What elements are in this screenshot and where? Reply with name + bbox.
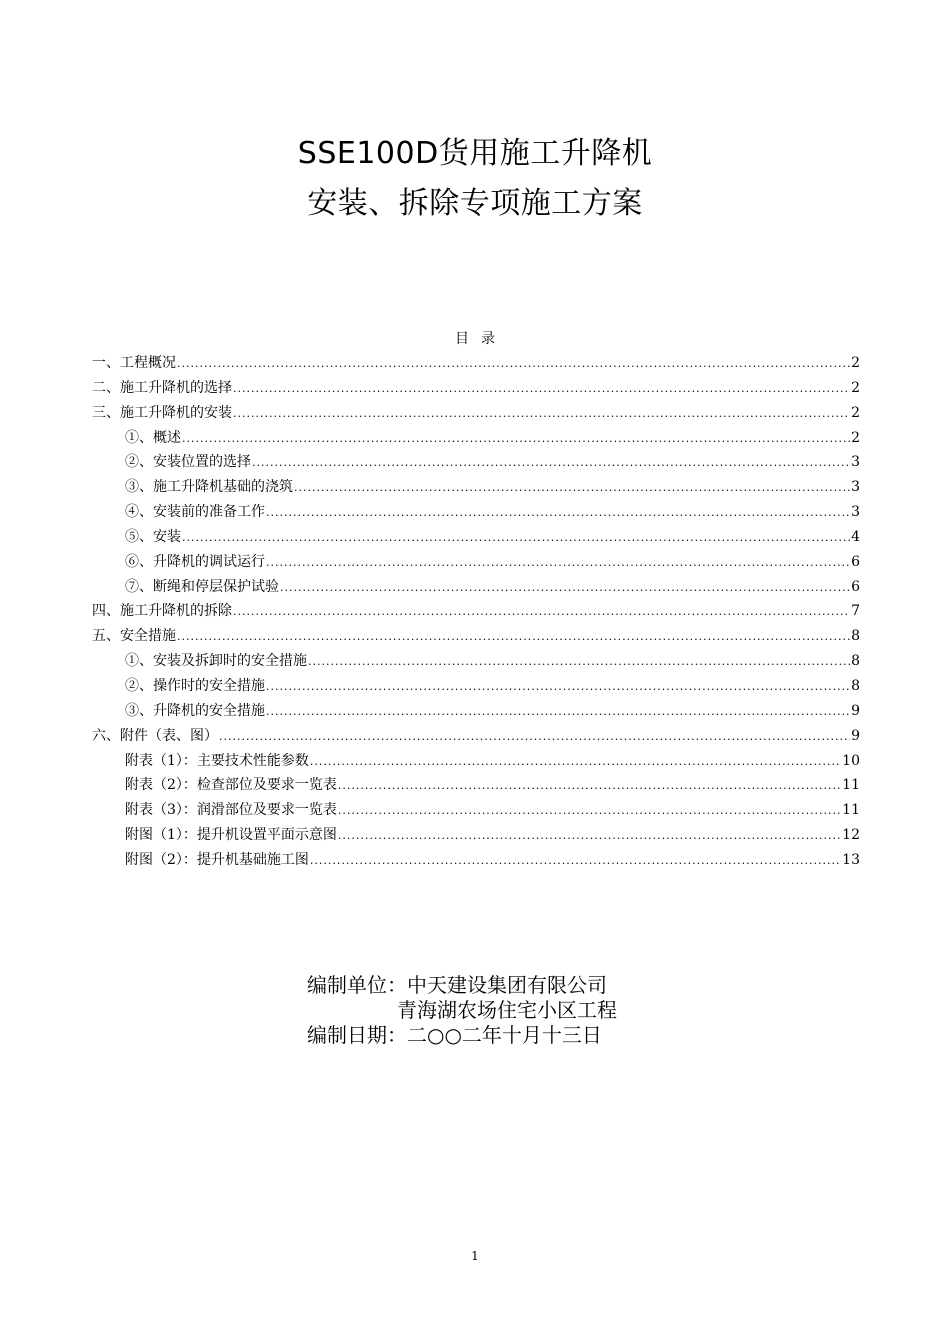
project-name: 青海湖农场住宅小区工程	[397, 998, 617, 1022]
toc-entry[interactable]	[92, 676, 860, 701]
toc-entry-page: 4	[851, 528, 860, 545]
toc-entry-page: 8	[851, 628, 860, 645]
toc-entry-page: 8	[851, 677, 860, 694]
toc-leader-dots	[308, 652, 850, 672]
toc-entry[interactable]	[92, 726, 860, 751]
toc-entry-page: 11	[842, 802, 860, 819]
toc-entry[interactable]	[92, 577, 860, 602]
toc-entry[interactable]	[92, 850, 860, 875]
toc-entry[interactable]	[92, 601, 860, 626]
toc-leader-dots	[294, 478, 850, 498]
toc-entry-label: ⑤、安装	[125, 528, 181, 545]
toc-entry-page: 7	[851, 603, 860, 620]
toc-entry[interactable]	[92, 378, 860, 403]
toc-leader-dots	[338, 776, 841, 796]
toc-entry-page: 8	[851, 653, 860, 670]
toc-entry-page: 3	[851, 479, 860, 496]
toc-entry-page: 3	[851, 504, 860, 521]
toc-leader-dots	[280, 578, 850, 598]
toc-entry-page: 3	[851, 454, 860, 471]
toc-leader-dots	[177, 354, 850, 374]
toc-leader-dots	[233, 379, 850, 399]
toc-leader-dots	[233, 602, 850, 622]
toc-entry-label: ③、施工升降机基础的浇筑	[125, 479, 293, 496]
toc-entry-label: ⑦、断绳和停层保护试验	[125, 578, 279, 595]
toc-leader-dots	[266, 702, 850, 722]
toc-entry-label: 二、施工升降机的选择	[92, 379, 232, 396]
toc-entry-label: ①、安装及拆卸时的安全措施	[125, 653, 307, 670]
toc-entry-page: 2	[851, 404, 860, 421]
toc-entry[interactable]	[92, 477, 860, 502]
toc-leader-dots	[266, 553, 850, 573]
toc-entry-label: ④、安装前的准备工作	[125, 504, 265, 521]
toc-entry-label: 三、施工升降机的安装	[92, 404, 232, 421]
toc-leader-dots	[182, 528, 850, 548]
toc-entry-label: ②、操作时的安全措施	[125, 677, 265, 694]
toc-entry-page: 6	[851, 553, 860, 570]
toc-entry-label: 附表（1）：主要技术性能参数	[125, 752, 309, 769]
toc-entry-page: 11	[842, 777, 860, 794]
toc-entry-label: ②、安装位置的选择	[125, 454, 251, 471]
compile-date: 编制日期：二○○二年十月十三日	[307, 1023, 602, 1047]
toc-entry-page: 2	[851, 355, 860, 371]
toc-entry-label: 四、施工升降机的拆除	[92, 603, 232, 620]
table-of-contents	[92, 353, 860, 875]
compiling-unit: 编制单位：中天建设集团有限公司	[307, 973, 607, 997]
document-title-line-1: SSE100D货用施工升降机	[297, 136, 653, 171]
toc-entry-label: 附图（1）：提升机设置平面示意图	[125, 827, 337, 844]
toc-entry-page: 13	[842, 851, 860, 868]
toc-entry-page: 2	[851, 379, 860, 396]
toc-entry[interactable]	[92, 751, 860, 776]
toc-leader-dots	[338, 801, 841, 821]
toc-leader-dots	[252, 453, 850, 473]
toc-entry-label: 五、安全措施	[92, 628, 176, 645]
toc-entry-label: 附表（3）：润滑部位及要求一览表	[125, 802, 337, 819]
toc-entry-page: 2	[851, 429, 860, 446]
toc-entry-label: 一、工程概况	[92, 355, 176, 371]
toc-heading: 目录	[455, 331, 507, 347]
toc-entry[interactable]	[92, 800, 860, 825]
toc-entry[interactable]	[92, 353, 860, 378]
toc-leader-dots	[219, 727, 850, 747]
toc-entry[interactable]	[92, 403, 860, 428]
toc-entry-label: 附表（2）：检查部位及要求一览表	[125, 777, 337, 794]
toc-leader-dots	[310, 851, 841, 871]
toc-leader-dots	[266, 677, 850, 697]
toc-leader-dots	[182, 429, 850, 449]
toc-entry[interactable]	[92, 428, 860, 453]
toc-entry[interactable]	[92, 775, 860, 800]
toc-leader-dots	[310, 752, 841, 772]
toc-entry[interactable]	[92, 651, 860, 676]
toc-entry-page: 10	[842, 752, 860, 769]
toc-entry-label: ⑥、升降机的调试运行	[125, 553, 265, 570]
toc-entry[interactable]	[92, 527, 860, 552]
toc-entry[interactable]	[92, 626, 860, 651]
toc-entry[interactable]	[92, 825, 860, 850]
toc-entry[interactable]	[92, 502, 860, 527]
page-number: 1	[471, 1249, 479, 1263]
toc-entry[interactable]	[92, 452, 860, 477]
toc-entry-label: ③、升降机的安全措施	[125, 702, 265, 719]
toc-entry-page: 6	[851, 578, 860, 595]
toc-entry-page: 9	[851, 727, 860, 744]
toc-entry-label: 附图（2）：提升机基础施工图	[125, 851, 309, 868]
toc-entry-page: 9	[851, 702, 860, 719]
toc-entry[interactable]	[92, 552, 860, 577]
document-title-line-2: 安装、拆除专项施工方案	[307, 186, 643, 221]
toc-entry-page: 12	[842, 827, 860, 844]
toc-leader-dots	[266, 503, 850, 523]
toc-leader-dots	[338, 826, 841, 846]
toc-entry-label: ①、概述	[125, 429, 181, 446]
toc-entry-label: 六、附件（表、图）	[92, 727, 218, 744]
toc-entry[interactable]	[92, 701, 860, 726]
toc-leader-dots	[177, 627, 850, 647]
toc-leader-dots	[233, 404, 850, 424]
